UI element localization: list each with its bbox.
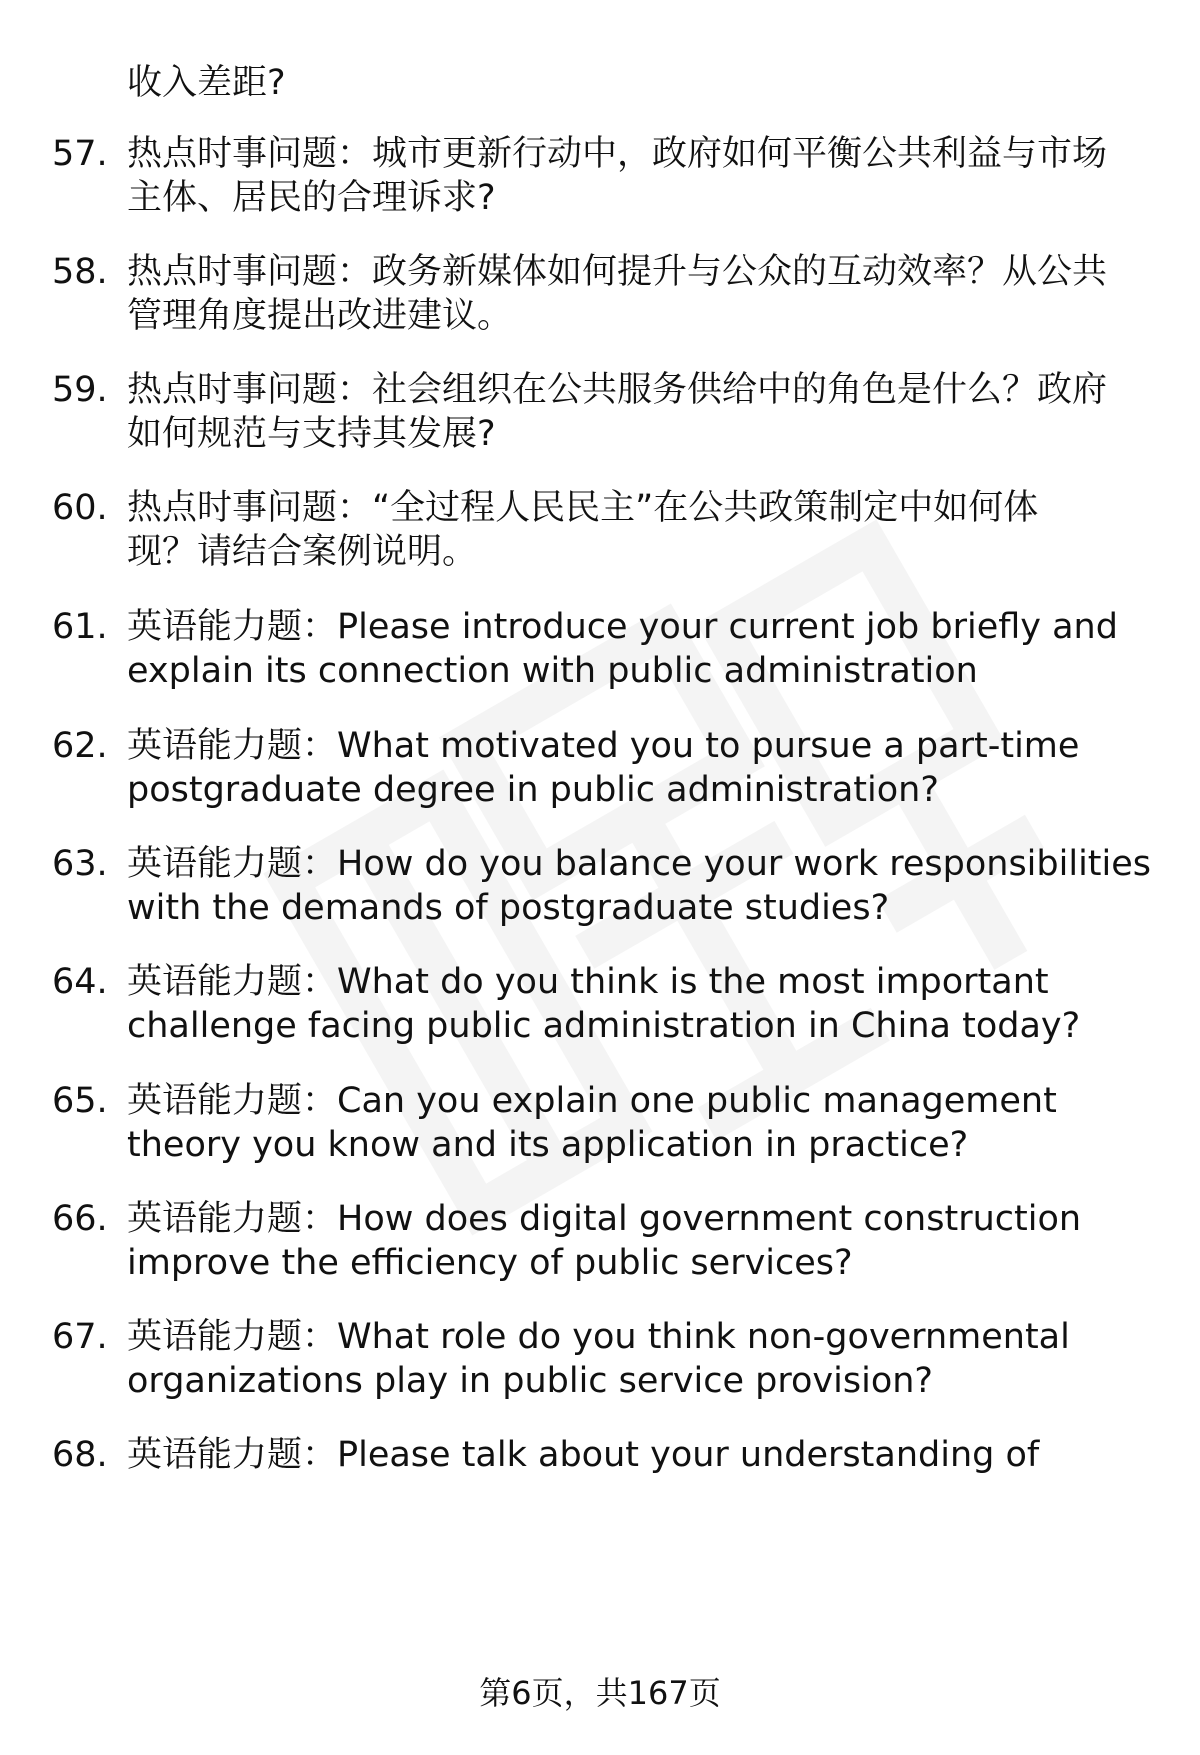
- question-text-line-1: 英语能力题：Please talk about your understanding of: [127, 1435, 1040, 1475]
- question-text-line-2: with the demands of postgraduate studies?: [127, 888, 890, 928]
- question-text-line-1: 热点时事问题：政务新媒体如何提升与公众的互动效率？从公共: [127, 252, 1108, 292]
- question-number: 57.: [52, 134, 108, 174]
- question-number: 65.: [52, 1081, 108, 1121]
- question-text-line-1: 热点时事问题：“全过程人民民主”在公共政策制定中如何体: [127, 488, 1039, 528]
- question-number: 61.: [52, 607, 108, 647]
- question-text-line-1: 英语能力题：How do you balance your work responsibilities: [127, 844, 1152, 884]
- question-number: 64.: [52, 962, 108, 1002]
- question-text-line-1: 英语能力题：What do you think is the most important: [127, 962, 1049, 1002]
- question-number: 60.: [52, 488, 108, 528]
- question-text-line-2: 主体、居民的合理诉求?: [127, 178, 496, 218]
- question-number: 68.: [52, 1435, 108, 1475]
- question-number: 59.: [52, 370, 108, 410]
- question-number: 66.: [52, 1199, 108, 1239]
- question-text-line-2: 管理角度提出改进建议。: [127, 296, 513, 336]
- question-text-line-1: 英语能力题：Please introduce your current job briefly and: [127, 607, 1118, 647]
- question-text-line-1: 英语能力题：Can you explain one public management: [127, 1081, 1057, 1121]
- question-text-line-2: organizations play in public service provision?: [127, 1361, 933, 1401]
- question-text-line-2: improve the efficiency of public services?: [127, 1243, 853, 1283]
- question-text-line-2: explain its connection with public administration: [127, 651, 978, 691]
- question-text-line-1: 英语能力题：What motivated you to pursue a part-time: [127, 726, 1080, 766]
- previous-question-continuation: 收入差距?: [127, 63, 286, 103]
- question-text-line-1: 英语能力题：How does digital government construction: [127, 1199, 1082, 1239]
- question-text-line-2: 如何规范与支持其发展?: [127, 414, 496, 454]
- question-number: 63.: [52, 844, 108, 884]
- question-text-line-2: theory you know and its application in practice?: [127, 1125, 969, 1165]
- question-text-line-1: 英语能力题：What role do you think non-governmental: [127, 1317, 1070, 1357]
- question-text-line-2: 现？请结合案例说明。: [127, 532, 478, 572]
- page-number-footer: 第6页，共167页: [479, 1674, 721, 1712]
- question-text-line-1: 热点时事问题：社会组织在公共服务供给中的角色是什么？政府: [127, 370, 1108, 410]
- question-text-line-1: 热点时事问题：城市更新行动中，政府如何平衡公共利益与市场: [127, 134, 1108, 174]
- question-text-line-2: postgraduate degree in public administration?: [127, 770, 939, 810]
- question-text-line-2: challenge facing public administration in China today?: [127, 1006, 1081, 1046]
- question-number: 62.: [52, 726, 108, 766]
- question-number: 67.: [52, 1317, 108, 1357]
- question-number: 58.: [52, 252, 108, 292]
